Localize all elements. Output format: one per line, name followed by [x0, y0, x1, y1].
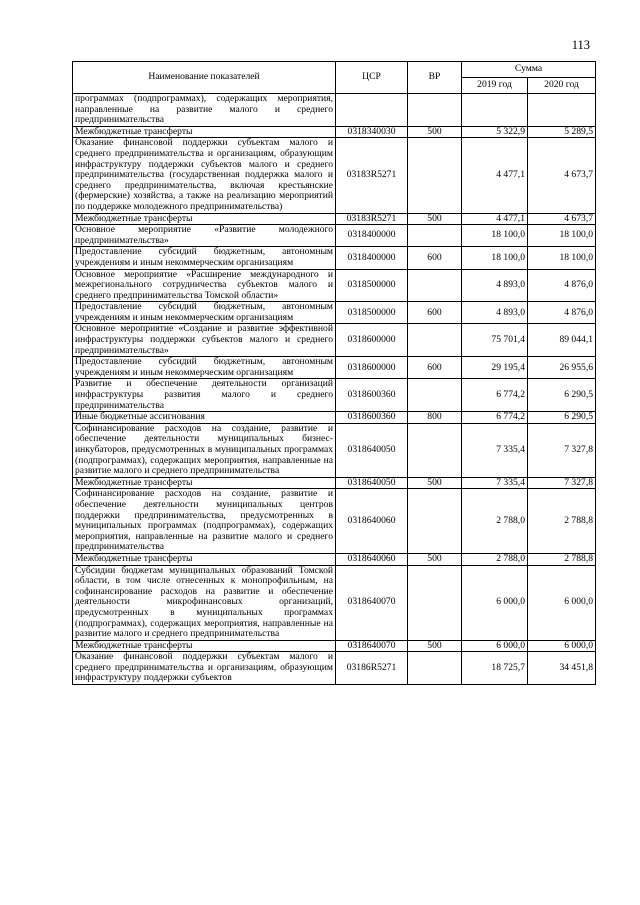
table-body [73, 94, 596, 685]
header-name: Наименование показателей [73, 62, 336, 94]
row-vr: 800 [408, 412, 462, 424]
row-name: Оказание финансовой поддержки субъектам малого и среднего предпринимательства и организациям, образующим инфраструктуру поддержки субъектов малого и среднего предпринимательства (государственная поддержка малого и среднего предпринимательства, включая крестьянские (фермерские) хозяйства, а также на реализацию мероприятий по поддержке молодежного предпринимательства) [73, 138, 336, 213]
row-2020: 6 290,5 [528, 379, 596, 412]
table-row [73, 489, 596, 554]
row-2020: 34 451,8 [528, 652, 596, 685]
table-row [73, 553, 596, 565]
row-name: Межбюджетные трансферты [73, 213, 336, 225]
table-row [73, 357, 596, 379]
row-2019: 7 335,4 [462, 423, 528, 477]
row-vr: 600 [408, 302, 462, 324]
row-2020: 6 000,0 [528, 565, 596, 640]
table-row [73, 423, 596, 477]
row-csr: 03186R5271 [336, 652, 408, 685]
row-vr: 500 [408, 126, 462, 138]
row-2019: 2 788,0 [462, 489, 528, 554]
row-2019: 6 000,0 [462, 565, 528, 640]
budget-table [72, 61, 596, 685]
row-2020: 6 000,0 [528, 640, 596, 652]
row-2020: 4 673,7 [528, 213, 596, 225]
table-row [73, 213, 596, 225]
table-row [73, 379, 596, 412]
header-sum: Сумма [462, 62, 596, 78]
row-name: Межбюджетные трансферты [73, 640, 336, 652]
row-2019: 6 000,0 [462, 640, 528, 652]
row-2019: 4 477,1 [462, 213, 528, 225]
row-2019: 18 725,7 [462, 652, 528, 685]
row-csr: 0318600000 [336, 324, 408, 357]
row-csr: 0318640070 [336, 640, 408, 652]
row-vr: 600 [408, 247, 462, 269]
row-2019: 18 100,0 [462, 225, 528, 247]
row-name: Межбюджетные трансферты [73, 477, 336, 489]
row-csr: 0318340030 [336, 126, 408, 138]
row-2019: 7 335,4 [462, 477, 528, 489]
row-2020: 2 788,8 [528, 553, 596, 565]
row-2020: 2 788,8 [528, 489, 596, 554]
row-name: Межбюджетные трансферты [73, 553, 336, 565]
header-vr: ВР [408, 62, 462, 94]
row-vr [408, 423, 462, 477]
row-2020: 18 100,0 [528, 247, 596, 269]
row-2019: 4 893,0 [462, 302, 528, 324]
row-2019: 4 477,1 [462, 138, 528, 213]
table-row [73, 640, 596, 652]
table-row [73, 269, 596, 302]
header-2020: 2020 год [528, 78, 596, 94]
row-2020: 6 290,5 [528, 412, 596, 424]
row-vr: 500 [408, 213, 462, 225]
table-row [73, 412, 596, 424]
table-row [73, 225, 596, 247]
row-vr [408, 379, 462, 412]
row-2019: 6 774,2 [462, 379, 528, 412]
row-vr [408, 225, 462, 247]
row-name: Предоставление субсидий бюджетным, автономным учреждениям и иным некоммерческим организациям [73, 302, 336, 324]
row-2019: 4 893,0 [462, 269, 528, 302]
row-2020: 89 044,1 [528, 324, 596, 357]
table-row [73, 477, 596, 489]
row-name: Оказание финансовой поддержки субъектам малого и среднего предпринимательства и организациям, образующим инфраструктуру поддержки субъектов [73, 652, 336, 685]
row-2020: 4 673,7 [528, 138, 596, 213]
row-2019 [462, 94, 528, 127]
row-csr: 0318640060 [336, 553, 408, 565]
row-2020: 5 289,5 [528, 126, 596, 138]
row-csr: 0318600000 [336, 357, 408, 379]
row-csr: 0318640050 [336, 423, 408, 477]
row-vr: 500 [408, 553, 462, 565]
row-csr: 0318600360 [336, 412, 408, 424]
row-name: Основное мероприятие «Развитие молодежного предпринимательства» [73, 225, 336, 247]
row-2019: 6 774,2 [462, 412, 528, 424]
row-csr: 0318400000 [336, 247, 408, 269]
table-row [73, 302, 596, 324]
row-vr [408, 138, 462, 213]
row-csr: 03183R5271 [336, 138, 408, 213]
row-csr: 0318640050 [336, 477, 408, 489]
row-csr: 0318600360 [336, 379, 408, 412]
row-2019: 75 701,4 [462, 324, 528, 357]
row-csr: 03183R5271 [336, 213, 408, 225]
row-2019: 5 322,9 [462, 126, 528, 138]
row-vr [408, 565, 462, 640]
row-name: Субсидии бюджетам муниципальных образований Томской области, в том числе отнесенных к монопрофильным, на софинансирование расходов на развитие и обеспечение деятельности микрофинансовых организаций, предусмотренных в муниципальных программах (подпрограммах), содержащих мероприятия, направленные на развитие малого и среднего предпринимательства [73, 565, 336, 640]
row-2019: 18 100,0 [462, 247, 528, 269]
row-csr: 0318500000 [336, 302, 408, 324]
row-vr [408, 324, 462, 357]
row-vr [408, 94, 462, 127]
row-vr [408, 489, 462, 554]
row-vr: 500 [408, 477, 462, 489]
row-name: Межбюджетные трансферты [73, 126, 336, 138]
row-vr: 500 [408, 640, 462, 652]
row-csr: 0318640070 [336, 565, 408, 640]
row-vr [408, 269, 462, 302]
table-row [73, 565, 596, 640]
table-row [73, 94, 596, 127]
row-name: Основное мероприятие «Расширение международного и межрегионального сотрудничества субъектов малого и среднего предпринимательства Томской области» [73, 269, 336, 302]
table-row [73, 126, 596, 138]
row-name: программах (подпрограммах), содержащих мероприятия, направленные на развитие малого и среднего предпринимательства [73, 94, 336, 127]
row-2020: 7 327,8 [528, 477, 596, 489]
row-2020: 4 876,0 [528, 269, 596, 302]
row-2019: 2 788,0 [462, 553, 528, 565]
row-csr: 0318640060 [336, 489, 408, 554]
row-name: Основное мероприятие «Создание и развитие эффективной инфраструктуры поддержки субъектов малого и среднего предпринимательства» [73, 324, 336, 357]
row-2020: 18 100,0 [528, 225, 596, 247]
row-name: Иные бюджетные ассигнования [73, 412, 336, 424]
row-name: Софинансирование расходов на создание, развитие и обеспечение деятельности муниципальных центров поддержки предпринимательства, предусмотренных в муниципальных программах (подпрограммах), содержащих мероприятия, направленные на развитие малого и среднего предпринимательства [73, 489, 336, 554]
row-2020: 26 955,6 [528, 357, 596, 379]
row-csr [336, 94, 408, 127]
row-2020 [528, 94, 596, 127]
header-2019: 2019 год [462, 78, 528, 94]
row-vr [408, 652, 462, 685]
row-2020: 7 327,8 [528, 423, 596, 477]
row-name: Предоставление субсидий бюджетным, автономным учреждениям и иным некоммерческим организациям [73, 357, 336, 379]
row-2019: 29 195,4 [462, 357, 528, 379]
row-name: Предоставление субсидий бюджетным, автономным учреждениям и иным некоммерческим организациям [73, 247, 336, 269]
table-row [73, 247, 596, 269]
table-row [73, 324, 596, 357]
header-csr: ЦСР [336, 62, 408, 94]
row-2020: 4 876,0 [528, 302, 596, 324]
row-csr: 0318400000 [336, 225, 408, 247]
row-name: Развитие и обеспечение деятельности организаций инфраструктуры развития малого и среднего предпринимательства [73, 379, 336, 412]
row-name: Софинансирование расходов на создание, развитие и обеспечение деятельности муниципальных бизнес-инкубаторов, предусмотренных в муниципальных программах (подпрограммах), содержащих мероприятия, направленные на развитие малого и среднего предпринимательства [73, 423, 336, 477]
row-vr: 600 [408, 357, 462, 379]
table-row [73, 652, 596, 685]
row-csr: 0318500000 [336, 269, 408, 302]
page-number: 113 [571, 38, 590, 52]
table-row [73, 138, 596, 213]
